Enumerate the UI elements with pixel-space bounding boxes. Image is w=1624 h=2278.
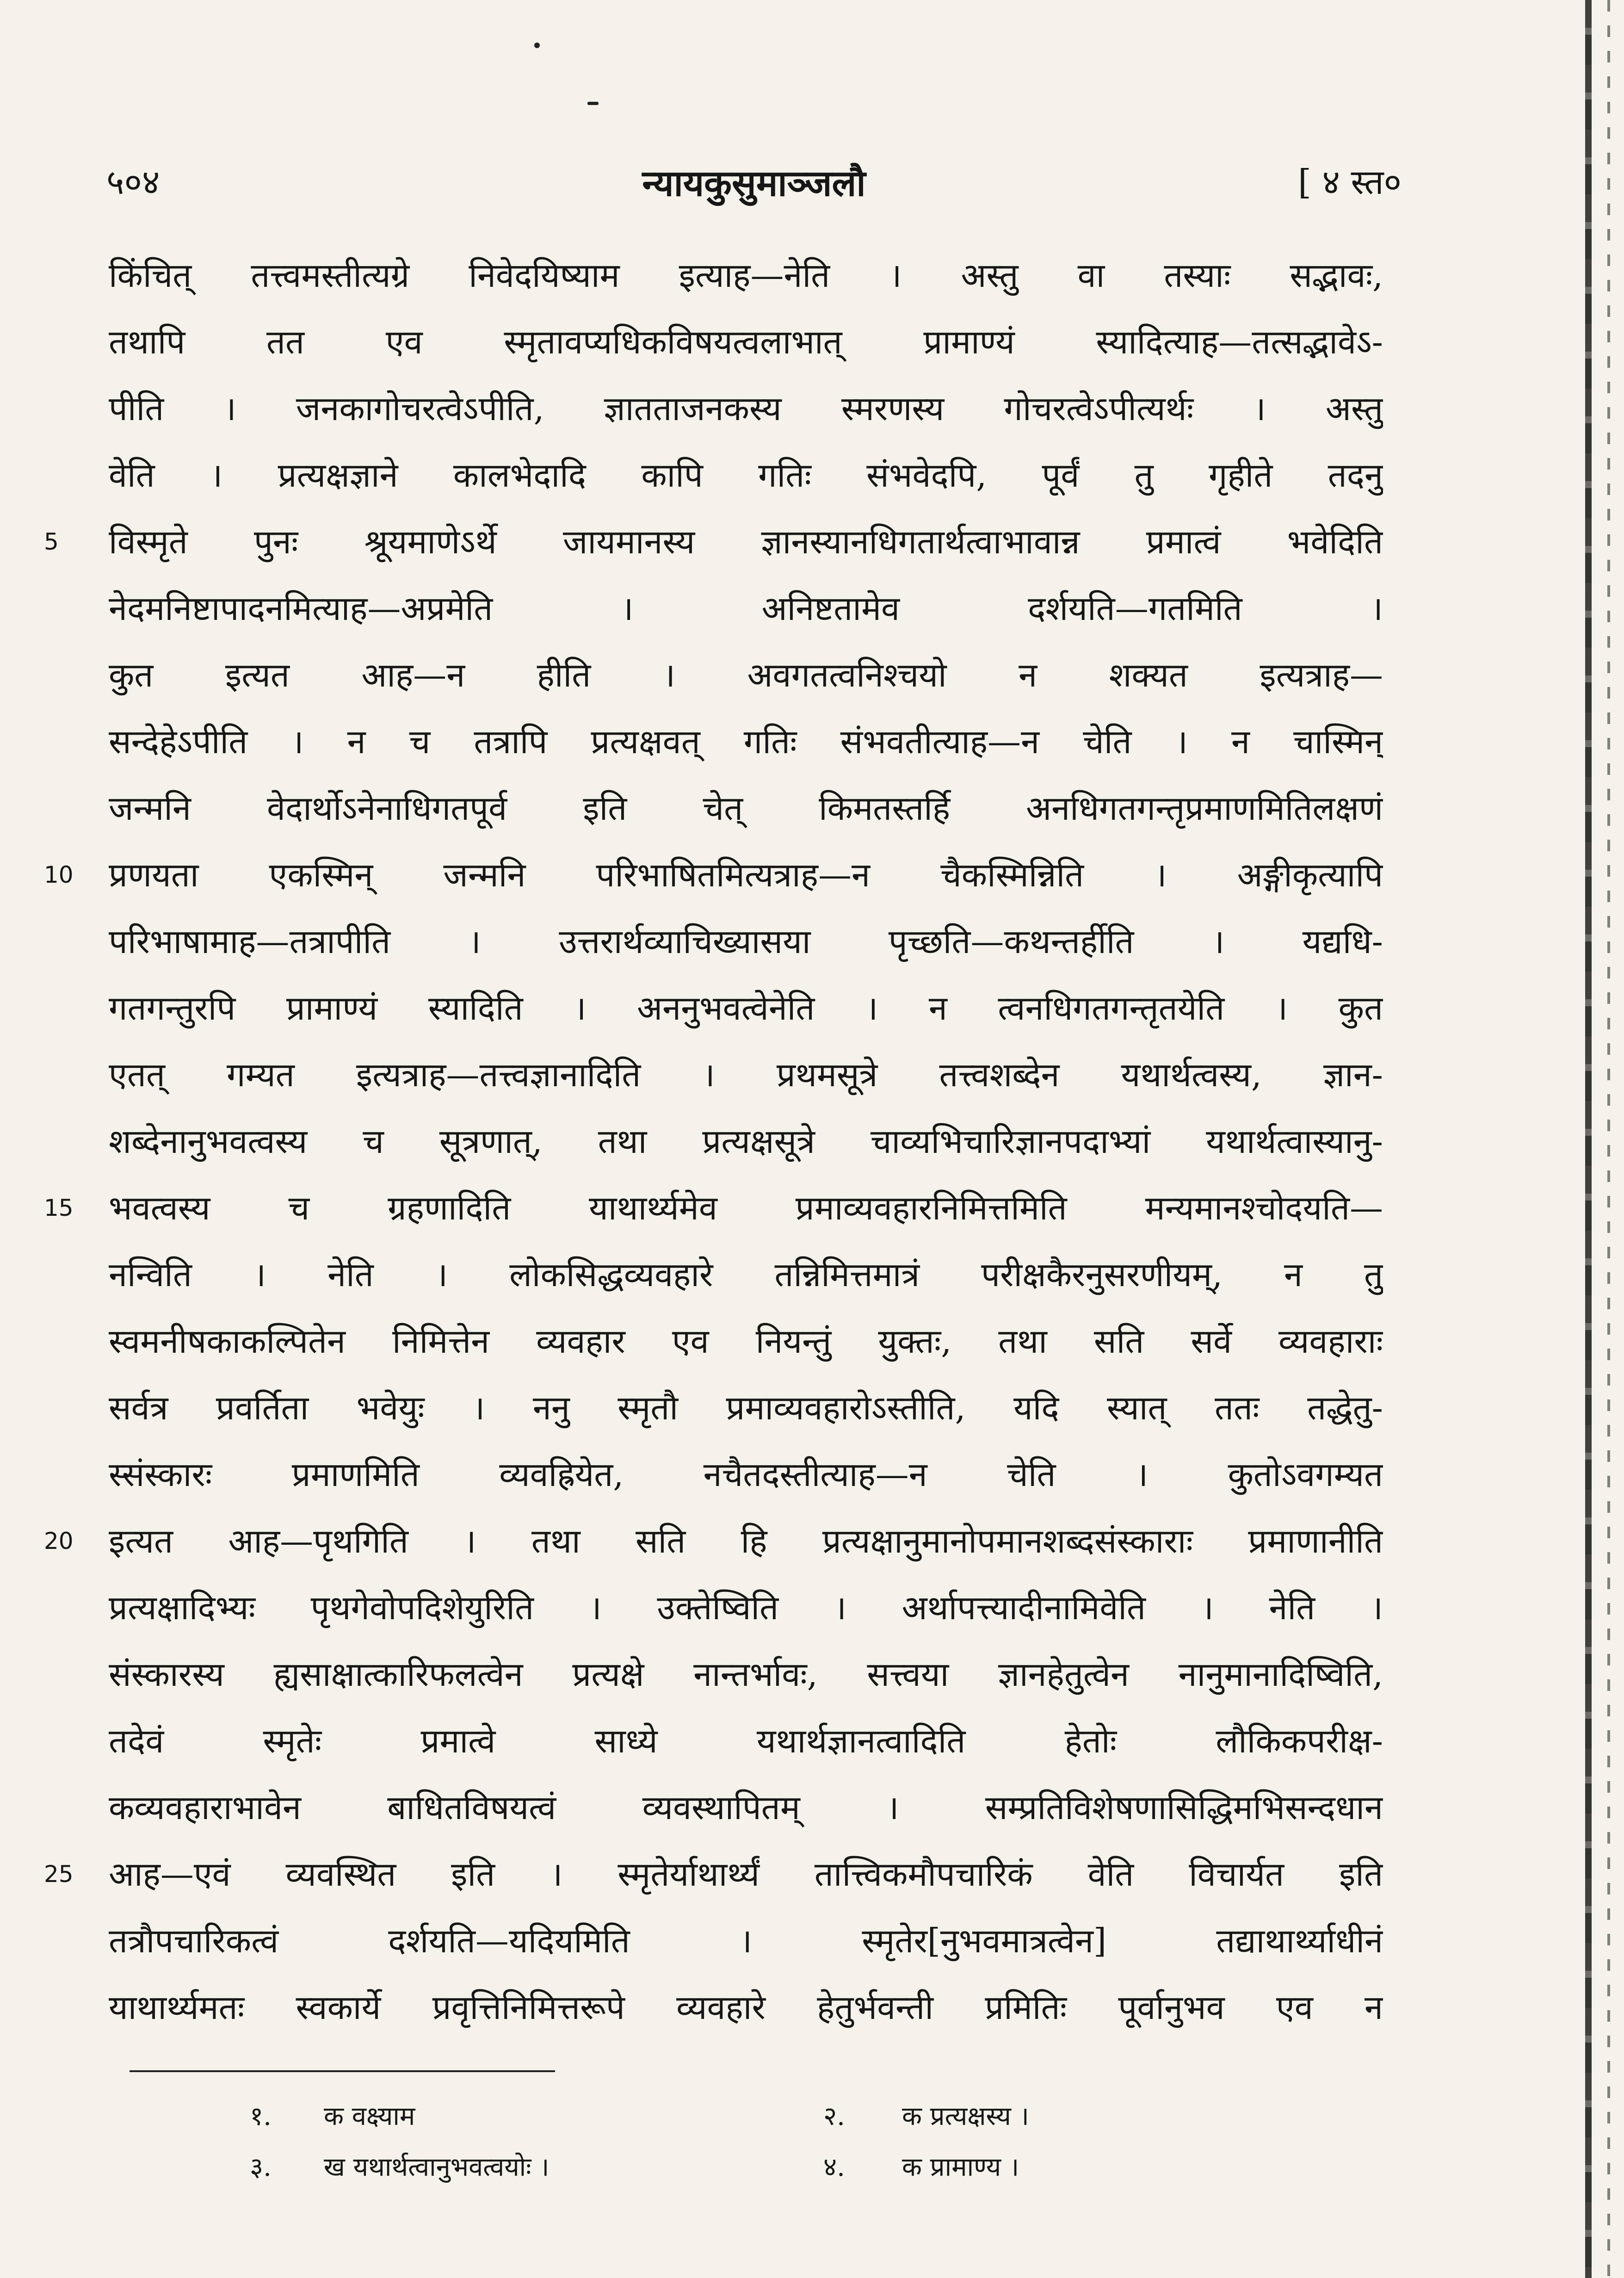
text-line: कव्यवहाराभावेन बाधितविषयत्वं व्यवस्थापितम् । सम्प्रतिविशेषणासिद्धिमभिसन्दधान [109, 1788, 1383, 1827]
line-number [44, 307, 95, 377]
text-line: नेदमनिष्टापादनमित्याह—अप्रमेति । अनिष्टतामेव दर्शयति—गतमिति । [109, 589, 1383, 628]
print-speck [534, 43, 540, 48]
line-number [44, 1973, 95, 2042]
line-number [44, 574, 95, 643]
line-number [44, 907, 95, 976]
line-number [44, 374, 95, 443]
line-number [44, 1773, 95, 1842]
text-line: जन्मनि वेदार्थोऽनेनाधिगतपूर्व इति चेत् किमतस्तर्हि अनधिगतगन्तृप्रमाणमितिलक्षणं [109, 789, 1383, 828]
line-number [44, 241, 95, 310]
footnote-text: ख यथार्थत्वानुभवत्वयोः । [324, 2152, 550, 2182]
text-line: भवत्वस्य च ग्रहणादिति याथार्थ्यमेव प्रमाव्यवहारनिमित्तमिति मन्यमानश्चोदयति— [109, 1189, 1383, 1227]
text-line: शब्देनानुभवत्वस्य च सूत्रणात्, तथा प्रत्यक्षसूत्रे चाव्यभिचारिज्ञानपदाभ्यां यथार्थत्वास्यानु- [109, 1122, 1383, 1161]
text-line: वेति । प्रत्यक्षज्ञाने कालभेदादि कापि गतिः संभवेदपि, पूर्वं तु गृहीते तदनु [109, 456, 1383, 495]
text-line: एतत् गम्यत इत्यत्राह—तत्त्वज्ञानादिति । प्रथमसूत्रे तत्त्वशब्देन यथार्थत्वस्य, ज्ञान- [109, 1055, 1383, 1094]
text-line: स्वमनीषकाकल्पितेन निमित्तेन व्यवहार एव नियन्तुं युक्तः, तथा सति सर्वे व्यवहाराः [109, 1322, 1383, 1361]
text-line: संस्कारस्य ह्यसाक्षात्कारिफलत्वेन प्रत्यक्षे नान्तर्भावः, सत्त्वया ज्ञानहेतुत्वेन नानुमानादिष्विति, [109, 1655, 1383, 1694]
text-line: तत्रौपचारिकत्वं दर्शयति—यदियमिति । स्मृतेर[नुभवमात्रत्वेन] तद्याथार्थ्याधीनं [109, 1921, 1383, 1960]
binding-edge [1585, 0, 1592, 2278]
line-number [44, 1240, 95, 1309]
footnote-text: क प्रामाण्य । [902, 2152, 1019, 2182]
line-number [44, 640, 95, 710]
line-number [44, 1906, 95, 1975]
text-line: इत्यत आह—पृथगिति । तथा सति हि प्रत्यक्षानुमानोपमानशब्दसंस्काराः प्रमाणानीति [109, 1522, 1383, 1560]
line-number [44, 774, 95, 843]
text-line: तथापि तत एव स्मृतावप्यधिकविषयत्वलाभात् प्रामाण्यं स्यादित्याह—तत्सद्भावेऽ- [109, 322, 1383, 361]
line-number [44, 1373, 95, 1442]
page-number: ५०४ [106, 162, 160, 202]
print-speck [587, 102, 599, 105]
line-number [44, 1706, 95, 1776]
text-line: प्रत्यक्षादिभ्यः पृथगेवोपदिशेयुरिति । उक्तेष्विति । अर्थापत्त्यादीनामिवेति । नेति । [109, 1588, 1383, 1627]
text-line: विस्मृते पुनः श्रूयमाणेऽर्थे जायमानस्य ज्ञानस्यानधिगतार्थत्वाभावान्न प्रमात्वं भवेदिति [109, 522, 1383, 561]
running-title: न्यायकुसुमाञ्जलौ [642, 162, 866, 204]
line-number: 10 [44, 861, 74, 888]
line-number [44, 707, 95, 776]
text-line: किंचित् तत्त्वमस्तीत्यग्रे निवेदयिष्याम इत्याह—नेति । अस्तु वा तस्याः सद्भावः, [109, 256, 1383, 295]
line-number [44, 973, 95, 1043]
text-line: सर्वत्र प्रवर्तिता भवेयुः । ननु स्मृतौ प्रमाव्यवहारोऽस्तीति, यदि स्यात् ततः तद्धेतु- [109, 1388, 1383, 1427]
text-line: गतगन्तुरपि प्रामाण्यं स्यादिति । अननुभवत्वेनेति । न त्वनधिगतगन्तृतयेति । कुत [109, 989, 1383, 1028]
line-number: 25 [44, 1861, 74, 1888]
text-line: प्रणयता एकस्मिन् जन्मनि परिभाषितमित्यत्राह—न चैकस्मिन्निति । अङ्गीकृत्यापि [109, 855, 1383, 894]
text-line: स्संस्कारः प्रमाणमिति व्यवह्रियेत, नचैतदस्तीत्याह—न चेति । कुतोऽवगम्यत [109, 1455, 1383, 1494]
text-line: याथार्थ्यमतः स्वकार्ये प्रवृत्तिनिमित्तरूपे व्यवहारे हेतुर्भवन्ती प्रमितिः पूर्वानुभव एव न [109, 1988, 1383, 2027]
footnote-separator [130, 2070, 555, 2072]
line-number: 5 [44, 528, 59, 555]
line-number [44, 1573, 95, 1642]
text-line: सन्देहेऽपीति । न च तत्रापि प्रत्यक्षवत् गतिः संभवतीत्याह—न चेति । न चास्मिन् [109, 722, 1383, 761]
line-number: 20 [44, 1528, 74, 1554]
footnote-mark: ३. [250, 2152, 272, 2182]
text-line: नन्विति । नेति । लोकसिद्धव्यवहारे तन्निमित्तमात्रं परीक्षकैरनुसरणीयम्, न तु [109, 1255, 1383, 1294]
text-line: परिभाषामाह—तत्रापीति । उत्तरार्थव्याचिख्यासया पृच्छति—कथन्तर्हीति । यद्यधि- [109, 922, 1383, 961]
text-line: आह—एवं व्यवस्थित इति । स्मृतेर्याथार्थ्यं तात्त्विकमौपचारिकं वेति विचार्यत इति [109, 1855, 1383, 1894]
line-number [44, 1306, 95, 1376]
footnote-text: क प्रत्यक्षस्य । [902, 2101, 1029, 2131]
line-number [44, 1640, 95, 1709]
footnote-mark: २. [823, 2101, 845, 2131]
text-line: तदेवं स्मृतेः प्रमात्वे साध्ये यथार्थज्ञानत्वादिति हेतोः लौकिकपरीक्ष- [109, 1721, 1383, 1760]
text-line: पीति । जनकागोचरत्वेऽपीति, ज्ञातताजनकस्य स्मरणस्य गोचरत्वेऽपीत्यर्थः । अस्तु [109, 389, 1383, 428]
line-number: 15 [44, 1195, 74, 1221]
section-marker: [ ४ स्त० [1298, 162, 1402, 202]
line-number [44, 1107, 95, 1176]
line-number [44, 1440, 95, 1509]
footnote-mark: ४. [823, 2152, 845, 2182]
line-number [44, 1040, 95, 1109]
text-line: कुत इत्यत आह—न हीति । अवगतत्वनिश्चयो न शक्यत इत्यत्राह— [109, 656, 1383, 694]
footnote-mark: १. [250, 2101, 272, 2131]
line-number [44, 440, 95, 510]
footnote-text: क वक्ष्याम [324, 2101, 415, 2131]
page-header [106, 157, 1402, 208]
binding-edge-shadow [1607, 0, 1610, 2278]
